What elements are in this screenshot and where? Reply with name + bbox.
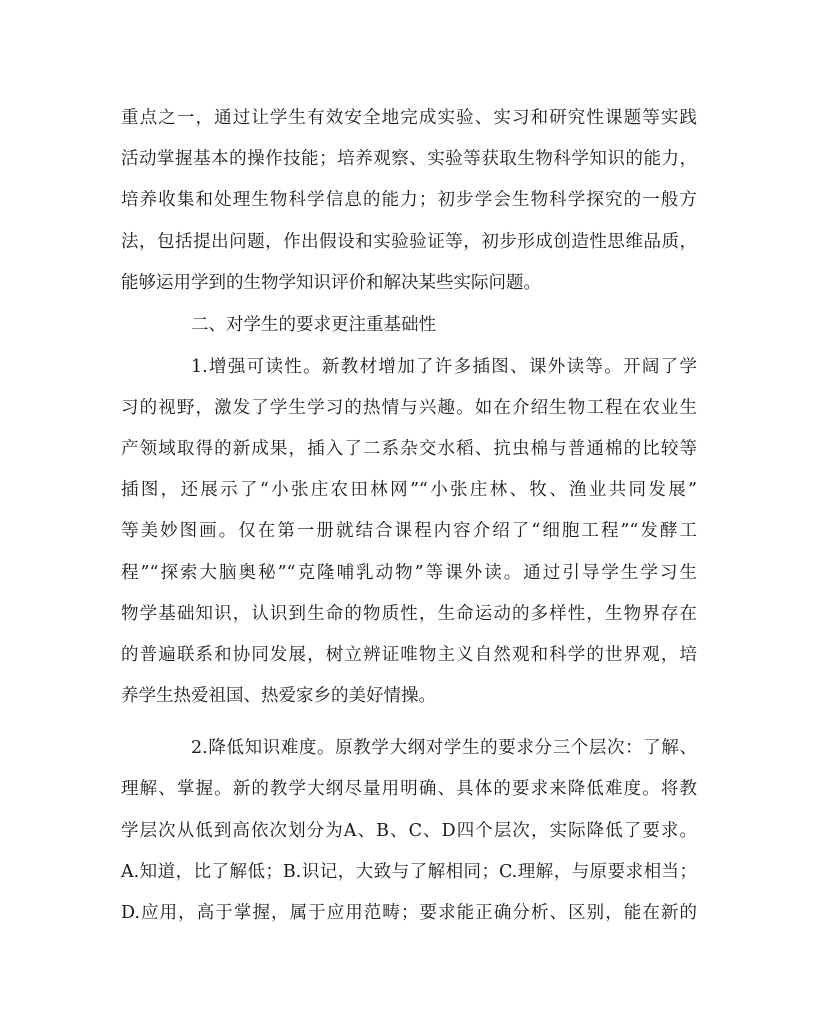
body-text-line: A.知道，比了解低；B.识记，大致与了解相同；C.理解，与原要求相当； bbox=[121, 862, 697, 882]
body-text-line: D.应用，高于掌握，属于应用范畴；要求能正确分析、区别，能在新的 bbox=[121, 903, 697, 923]
body-text-line: 法，包括提出问题，作出假设和实验验证等，初步形成创造性思维品质， bbox=[121, 232, 697, 252]
body-text-line: 的普遍联系和协同发展，树立辨证唯物主义自然观和科学的世界观，培 bbox=[121, 645, 697, 665]
paragraph-first-line: 1.增强可读性。新教材增加了许多插图、课外读等。开阔了学 bbox=[191, 357, 697, 377]
body-text-line: 重点之一，通过让学生有效安全地完成实验、实习和研究性课题等实践 bbox=[121, 108, 697, 128]
body-text-line: 插图，还展示了“小张庄农田林网”“小张庄林、牧、渔业共同发展” bbox=[121, 480, 697, 500]
section-heading: 二、对学生的要求更注重基础性 bbox=[191, 315, 436, 335]
body-text-line: 培养收集和处理生物科学信息的能力；初步学会生物科学探究的一般方 bbox=[121, 190, 697, 210]
body-text-line: 养学生热爱祖国、热爱家乡的美好情操。 bbox=[121, 686, 436, 706]
body-text-line: 程”“探索大脑奥秘”“克隆哺乳动物”等课外读。通过引导学生学习生 bbox=[121, 563, 697, 583]
body-text-line: 产领域取得的新成果，插入了二系杂交水稻、抗虫棉与普通棉的比较等 bbox=[121, 439, 697, 459]
body-text-line: 理解、掌握。新的教学大纲尽量用明确、具体的要求来降低难度。将教 bbox=[121, 779, 697, 799]
body-text-line: 活动掌握基本的操作技能；培养观察、实验等获取生物科学知识的能力， bbox=[121, 149, 697, 169]
body-text-line: 习的视野，激发了学生学习的热情与兴趣。如在介绍生物工程在农业生 bbox=[121, 398, 697, 418]
body-text-line: 等美妙图画。仅在第一册就结合课程内容介绍了“细胞工程”“发酵工 bbox=[121, 521, 697, 541]
body-text-line: 物学基础知识，认识到生命的物质性，生命运动的多样性，生物界存在 bbox=[121, 604, 697, 624]
body-text-line: 学层次从低到高依次划分为A、B、C、D四个层次，实际降低了要求。 bbox=[121, 821, 697, 841]
body-text-line: 能够运用学到的生物学知识评价和解决某些实际问题。 bbox=[121, 273, 541, 293]
paragraph-first-line: 2.降低知识难度。原教学大纲对学生的要求分三个层次：了解、 bbox=[191, 738, 697, 758]
